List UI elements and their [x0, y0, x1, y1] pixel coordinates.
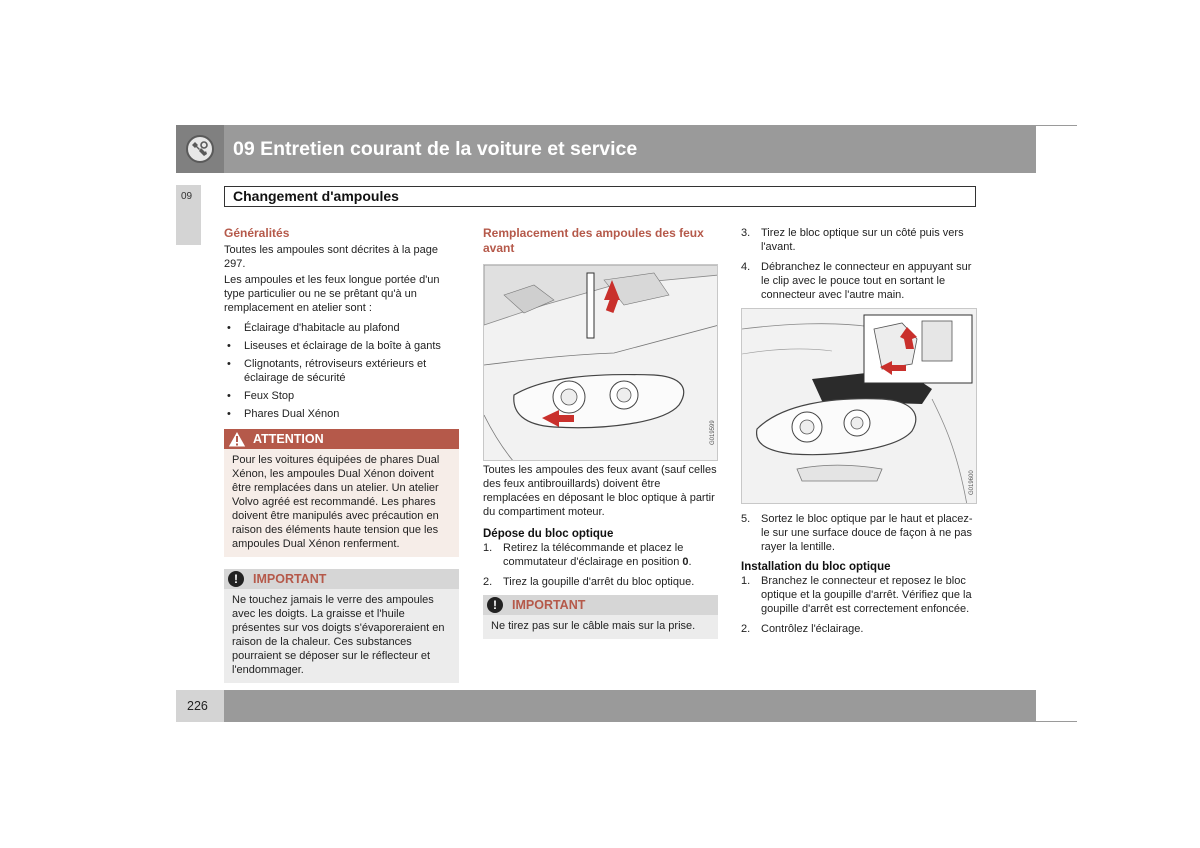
figure-code: G019599	[710, 420, 716, 445]
paragraph: Les ampoules et les feux longue portée d'un type particulier ou ne se prêtant qu'à un remplacement en atelier sont :	[224, 274, 440, 314]
list-item: • Clignotants, rétroviseurs extérieurs et éclairage de sécurité	[224, 357, 459, 385]
header-rule	[1036, 125, 1077, 126]
exclamation-icon: !	[228, 571, 244, 587]
side-tab-label: 09	[181, 191, 193, 202]
column-1	[224, 226, 459, 683]
list-item: 2. Tirez la goupille d'arrêt du bloc optique.	[483, 576, 695, 588]
attention-box	[224, 429, 459, 557]
list-item: 1. Retirez la télécommande et placez le commutateur d'éclairage en position 0.	[483, 542, 692, 568]
headlamp-connector-illustration	[742, 309, 977, 504]
list-item: • Feux Stop	[224, 389, 459, 403]
front-lamps-heading: Remplacement des ampoules des feux avant	[483, 226, 704, 255]
section-title: Changement d'ampoules	[233, 188, 399, 204]
removal-steps	[483, 541, 718, 589]
removal-steps-continued	[741, 226, 977, 302]
list-item: • Phares Dual Xénon	[224, 407, 459, 421]
list-item: 3. Tirez le bloc optique sur un côté puis vers l'avant.	[741, 227, 964, 253]
attention-text: Pour les voitures équipées de phares Dual Xénon, les ampoules Dual Xénon doivent être remplacées dans un atelier. Un atelier Volvo agréé est recommandé. Les phares doivent être manipulés avec précaution en raison des éléments haute tension que les ampoules Dual Xénon renferment.	[232, 454, 440, 550]
removal-heading: Dépose du bloc optique	[483, 528, 614, 540]
important-label: IMPORTANT	[253, 572, 327, 586]
connector-illustration	[741, 308, 977, 504]
headlamp-pin-illustration	[484, 265, 718, 461]
headlamp-removal-illustration	[483, 264, 718, 461]
attention-header	[224, 429, 459, 449]
footer-rule	[1036, 721, 1077, 722]
column-2	[483, 226, 718, 639]
list-item: • Liseuses et éclairage de la boîte à gants	[224, 339, 459, 353]
column-3	[741, 226, 977, 642]
footer-band	[224, 690, 1036, 722]
warning-triangle-icon	[227, 430, 247, 448]
paragraph: Toutes les ampoules des feux avant (sauf celles des feux antibrouillards) doivent être remplacées en déposant le bloc optique à partir du compartiment moteur.	[483, 464, 717, 518]
removal-steps-final	[741, 512, 977, 554]
important-box	[483, 595, 718, 639]
list-item: 2. Contrôlez l'éclairage.	[741, 623, 864, 635]
page-number: 226	[187, 699, 208, 713]
chapter-title: 09 Entretien courant de la voiture et service	[233, 138, 638, 160]
important-text: Ne touchez jamais le verre des ampoules avec les doigts. La graisse et l'huile présentes sur vos doigts s'évaporeraient en raison de la chaleur. Ces substances pourraient se déposer sur le réflecteur et l'endommager.	[232, 594, 445, 676]
important-header	[483, 595, 718, 615]
installation-steps	[741, 574, 977, 636]
list-item: 1. Branchez le connecteur et reposez le bloc optique et la goupille d'arrêt. Vérifiez que la goupille d'arrêt est correctement enfoncée.	[741, 575, 972, 615]
generalites-heading: Généralités	[224, 226, 290, 240]
attention-label: ATTENTION	[253, 432, 324, 446]
important-text: Ne tirez pas sur le câble mais sur la prise.	[491, 620, 696, 632]
wrench-gear-icon	[186, 135, 214, 163]
important-box	[224, 569, 459, 683]
figure-code: G019600	[969, 470, 975, 495]
installation-heading: Installation du bloc optique	[741, 561, 891, 573]
list-item: 4. Débranchez le connecteur en appuyant sur le clip avec le pouce tout en sortant le connecteur avec l'autre main.	[741, 261, 972, 301]
list-item: 5. Sortez le bloc optique par le haut et placez-le sur une surface douce de façon à ne pas rayer la lentille.	[741, 513, 973, 553]
paragraph: Toutes les ampoules sont décrites à la page 297.	[224, 244, 439, 270]
important-header	[224, 569, 459, 589]
exclamation-icon: !	[487, 597, 503, 613]
bulb-list	[224, 321, 459, 421]
list-item: • Éclairage d'habitacle au plafond	[224, 321, 459, 335]
important-label: IMPORTANT	[512, 598, 586, 612]
